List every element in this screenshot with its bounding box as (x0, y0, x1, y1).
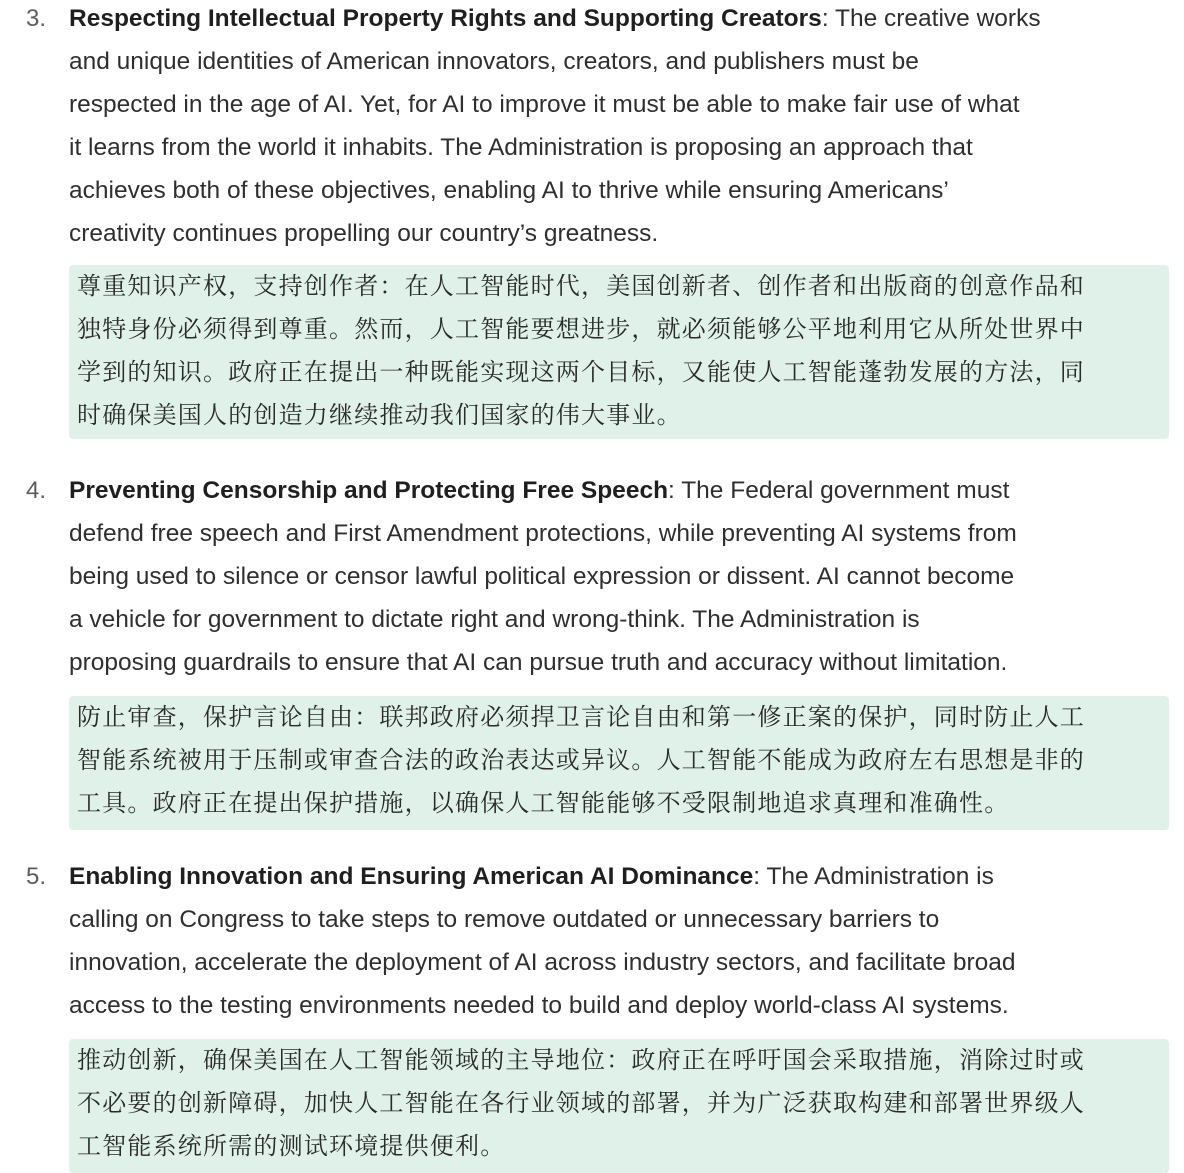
english-text: The Administration is (760, 863, 994, 890)
item-number: 5. (26, 863, 47, 890)
chinese-line: 防止审查，保护言论自由：联邦政府必须捍卫言论自由和第一修正案的保护，同时防止人工 (77, 703, 1085, 731)
item-heading: Respecting Intellectual Property Rights and Supporting Creators (69, 5, 822, 32)
english-text: The Federal government must (674, 477, 1010, 504)
english-line: creativity continues propelling our country’s greatness. (69, 220, 659, 247)
english-line: being used to silence or censor lawful political expression or dissent. AI cannot become (69, 563, 1015, 590)
english-line: a vehicle for government to dictate right and wrong-think. The Administration is (69, 606, 920, 633)
chinese-line: 学到的知识。政府正在提出一种既能实现这两个目标，又能使人工智能蓬勃发展的方法，同 (77, 358, 1085, 386)
english-line: access to the testing environments needed to build and deploy world-class AI systems. (69, 992, 1009, 1019)
heading-separator: : (753, 863, 761, 890)
english-paragraph (69, 855, 1169, 1027)
item-heading: Preventing Censorship and Protecting Free Speech (69, 477, 669, 504)
chinese-line: 时确保美国人的创造力继续推动我们国家的伟大事业。 (77, 401, 682, 429)
english-paragraph (69, 0, 1169, 255)
heading-separator: : (821, 5, 829, 32)
english-line: and unique identities of American innovators, creators, and publishers must be (69, 48, 919, 75)
english-line: innovation, accelerate the deployment of AI across industry sectors, and facilitate broad (69, 949, 1016, 976)
chinese-translation-block (69, 1039, 1169, 1173)
english-line (69, 855, 1169, 898)
chinese-line: 尊重知识产权，支持创作者：在人工智能时代，美国创新者、创作者和出版商的创意作品和 (77, 272, 1085, 300)
english-line: respected in the age of AI. Yet, for AI to improve it must be able to make fair use of what (69, 91, 1020, 118)
chinese-line: 推动创新，确保美国在人工智能领域的主导地位：政府正在呼吁国会采取措施，消除过时或 (77, 1046, 1085, 1074)
item-number: 3. (26, 5, 47, 32)
english-text: The creative works (828, 5, 1041, 32)
chinese-line: 工智能系统所需的测试环境提供便利。 (77, 1132, 506, 1160)
item-number: 4. (26, 477, 47, 504)
english-line (69, 0, 1169, 40)
english-line: it learns from the world it inhabits. The Administration is proposing an approach that (69, 134, 973, 161)
chinese-line: 智能系统被用于压制或审查合法的政治表达或异议。人工智能不能成为政府左右思想是非的 (77, 746, 1085, 774)
chinese-translation-block (69, 696, 1169, 830)
english-line: proposing guardrails to ensure that AI can pursue truth and accuracy without limitation. (69, 649, 1008, 676)
english-paragraph (69, 469, 1169, 684)
english-line (69, 469, 1169, 512)
chinese-line: 工具。政府正在提出保护措施，以确保人工智能能够不受限制地追求真理和准确性。 (77, 789, 1010, 817)
chinese-translation-block (69, 265, 1169, 439)
chinese-line: 不必要的创新障碍，加快人工智能在各行业领域的部署，并为广泛获取构建和部署世界级人 (77, 1089, 1085, 1117)
english-line: defend free speech and First Amendment protections, while preventing AI systems from (69, 520, 1017, 547)
english-line: calling on Congress to take steps to remove outdated or unnecessary barriers to (69, 906, 940, 933)
chinese-line: 独特身份必须得到尊重。然而，人工智能要想进步，就必须能够公平地利用它从所处世界中 (77, 315, 1085, 343)
item-heading: Enabling Innovation and Ensuring American AI Dominance (69, 863, 754, 890)
english-line: achieves both of these objectives, enabling AI to thrive while ensuring Americans’ (69, 177, 949, 204)
heading-separator: : (668, 477, 675, 504)
